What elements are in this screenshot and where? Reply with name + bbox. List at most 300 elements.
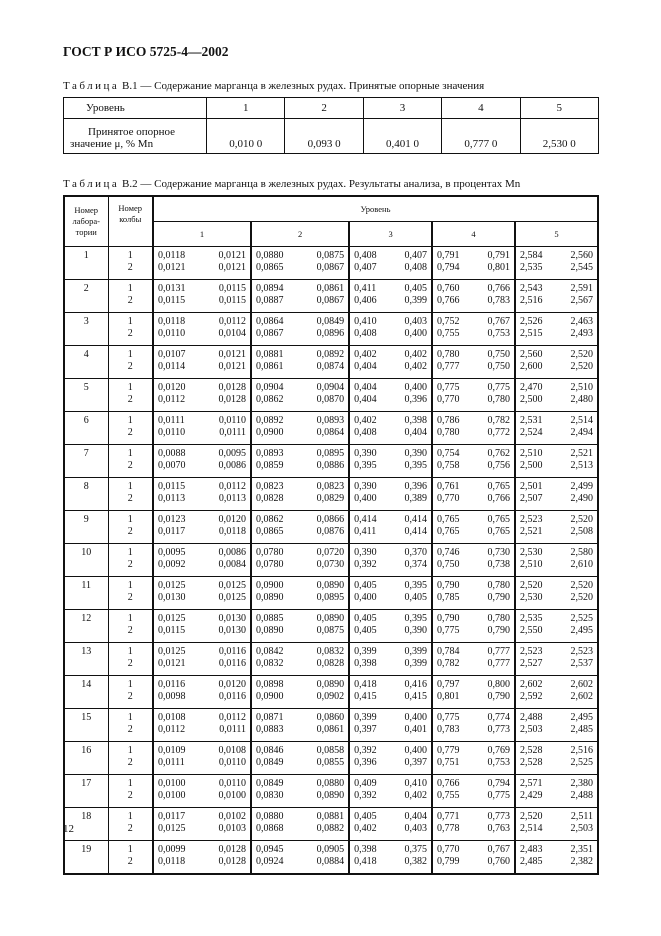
result-value: 2,490 [570, 492, 593, 504]
result-value: 2,470 [520, 382, 543, 393]
result-pair [350, 427, 431, 439]
result-pair [350, 382, 431, 394]
result-pair [252, 316, 348, 328]
result-value: 0,411 [354, 283, 377, 294]
result-value: 0,404 [404, 426, 428, 438]
lab-row [64, 445, 598, 478]
result-pair [154, 778, 250, 790]
analysis-results-table [63, 195, 599, 875]
result-pair [433, 712, 514, 724]
flask-numbers [108, 346, 153, 379]
result-value: 0,769 [487, 745, 510, 756]
level-3-cell [349, 610, 432, 643]
result-pair [154, 460, 250, 472]
result-value: 0,0832 [316, 646, 345, 657]
result-pair [516, 724, 597, 736]
result-pair [252, 658, 348, 670]
result-value: 0,0100 [218, 789, 247, 801]
result-pair [252, 382, 348, 394]
result-value: 0,0125 [218, 591, 247, 603]
result-value: 0,399 [354, 712, 377, 723]
level-2-cell [251, 511, 349, 544]
result-pair [516, 679, 597, 691]
result-pair [252, 724, 348, 736]
result-value: 2,488 [520, 712, 543, 723]
level-1-cell [153, 313, 251, 346]
result-value: 2,535 [520, 261, 543, 273]
result-pair [252, 283, 348, 295]
level-1-cell [153, 412, 251, 445]
flask-number: 1 [127, 448, 133, 459]
result-value: 0,783 [487, 294, 510, 306]
result-value: 0,765 [487, 514, 510, 525]
result-value: 0,375 [404, 844, 428, 855]
result-pair [433, 514, 514, 526]
result-value: 0,399 [404, 294, 428, 306]
result-pair [516, 790, 597, 802]
result-value: 2,494 [570, 426, 593, 438]
result-pair [154, 646, 250, 658]
result-value: 0,0893 [316, 415, 345, 426]
result-value: 0,0130 [218, 613, 247, 624]
result-value: 0,0881 [256, 349, 284, 360]
result-value: 0,410 [354, 316, 377, 327]
result-value: 0,0887 [256, 294, 284, 306]
result-value: 0,0130 [158, 591, 186, 603]
result-value: 0,0112 [158, 723, 186, 735]
result-pair [433, 526, 514, 538]
level-1-cell [153, 610, 251, 643]
result-value: 0,755 [437, 789, 460, 801]
result-value: 0,0876 [316, 525, 345, 537]
level-3-cell [349, 577, 432, 610]
flask-number: 2 [127, 591, 133, 603]
result-pair [433, 580, 514, 592]
result-value: 0,777 [487, 646, 510, 657]
flask-numbers [108, 808, 153, 841]
result-value: 0,786 [437, 415, 460, 426]
result-pair [433, 613, 514, 625]
level-3-cell [349, 247, 432, 280]
result-value: 0,770 [437, 393, 460, 405]
result-pair [516, 646, 597, 658]
result-value: 0,773 [487, 811, 510, 822]
lab-row [64, 709, 598, 742]
result-value: 0,799 [437, 855, 460, 867]
result-pair [516, 559, 597, 571]
lab-number: 1 [64, 247, 108, 280]
result-value: 0,0118 [218, 525, 247, 537]
level-header: Уровень [153, 196, 598, 222]
level-1-cell [153, 478, 251, 511]
flask-number: 2 [127, 690, 133, 702]
level-1-cell [153, 643, 251, 676]
result-value: 2,510 [520, 448, 543, 459]
result-value: 0,0116 [218, 690, 247, 702]
result-value: 0,405 [354, 811, 377, 822]
result-value: 2,493 [570, 327, 593, 339]
level-3-cell [349, 346, 432, 379]
result-value: 0,765 [437, 514, 460, 525]
result-pair [252, 778, 348, 790]
result-value: 0,0107 [158, 349, 186, 360]
level-2-cell [251, 247, 349, 280]
result-pair [433, 460, 514, 472]
result-value: 0,765 [437, 525, 460, 537]
lab-row [64, 577, 598, 610]
result-pair [433, 283, 514, 295]
result-pair [154, 361, 250, 373]
result-value: 0,754 [437, 448, 460, 459]
result-value: 0,0829 [316, 492, 345, 504]
flask-numbers [108, 313, 153, 346]
result-value: 2,527 [520, 657, 543, 669]
result-pair [350, 481, 431, 493]
result-pair [252, 493, 348, 505]
result-value: 0,0121 [218, 250, 247, 261]
result-pair [433, 757, 514, 769]
result-pair [350, 316, 431, 328]
result-value: 0,771 [437, 811, 460, 822]
result-value: 0,418 [354, 855, 377, 867]
result-pair [252, 481, 348, 493]
result-value: 0,0902 [316, 690, 345, 702]
table1-value: 2,530 0 [520, 119, 598, 154]
result-value: 0,0086 [218, 547, 247, 558]
result-value: 0,0130 [218, 624, 247, 636]
result-value: 0,0871 [256, 712, 284, 723]
result-value: 2,521 [570, 448, 593, 459]
result-value: 0,402 [354, 822, 377, 834]
result-value: 0,0109 [158, 745, 186, 756]
result-value: 0,0849 [316, 316, 345, 327]
result-value: 2,571 [520, 778, 543, 789]
level-4-cell [432, 544, 515, 577]
flask-number: 1 [127, 712, 133, 723]
level-4-cell [432, 346, 515, 379]
result-value: 0,0861 [316, 723, 345, 735]
table1-level-label: Уровень [64, 98, 207, 119]
result-value: 0,399 [404, 646, 428, 657]
result-pair [350, 691, 431, 703]
result-value: 0,407 [404, 250, 428, 261]
result-pair [154, 316, 250, 328]
lab-number: 18 [64, 808, 108, 841]
result-pair [350, 745, 431, 757]
result-pair [350, 679, 431, 691]
result-pair [154, 745, 250, 757]
result-value: 0,0099 [158, 844, 186, 855]
result-value: 0,0904 [316, 382, 345, 393]
result-pair [154, 493, 250, 505]
result-value: 0,0100 [158, 789, 186, 801]
result-value: 2,520 [570, 580, 593, 591]
lab-row [64, 544, 598, 577]
result-value: 2,503 [570, 822, 593, 834]
result-value: 0,790 [487, 624, 510, 636]
result-pair [516, 844, 597, 856]
lab-row [64, 511, 598, 544]
result-pair [516, 283, 597, 295]
result-value: 0,0112 [218, 316, 247, 327]
flask-number: 1 [127, 811, 133, 822]
result-value: 0,0113 [218, 492, 247, 504]
level-1-cell [153, 544, 251, 577]
level-3-cell [349, 544, 432, 577]
result-pair [350, 580, 431, 592]
level-4-cell [432, 841, 515, 875]
level-3-cell [349, 511, 432, 544]
level-1-header: 1 [153, 222, 251, 247]
result-pair [252, 547, 348, 559]
result-pair [433, 778, 514, 790]
result-value: 2,523 [520, 514, 543, 525]
result-value: 0,778 [437, 822, 460, 834]
result-pair [433, 382, 514, 394]
result-pair [154, 580, 250, 592]
level-4-cell [432, 577, 515, 610]
reference-values-table [63, 97, 599, 154]
level-1-cell [153, 709, 251, 742]
lab-row [64, 313, 598, 346]
result-pair [350, 757, 431, 769]
flask-number: 2 [127, 261, 133, 273]
lab-number: 4 [64, 346, 108, 379]
result-pair [252, 559, 348, 571]
result-pair [433, 811, 514, 823]
result-value: 2,525 [570, 613, 593, 624]
result-pair [154, 613, 250, 625]
lab-row [64, 379, 598, 412]
result-value: 2,520 [570, 591, 593, 603]
result-value: 2,526 [520, 316, 543, 327]
result-value: 2,523 [520, 646, 543, 657]
result-value: 0,0885 [256, 613, 284, 624]
result-value: 0,0849 [256, 756, 284, 768]
result-value: 0,0720 [316, 547, 345, 558]
flask-numbers [108, 610, 153, 643]
level-5-cell [515, 742, 598, 775]
result-value: 0,0118 [158, 316, 186, 327]
level-4-cell [432, 511, 515, 544]
level-1-cell [153, 379, 251, 412]
result-value: 0,397 [354, 723, 377, 735]
table1-value-row [64, 119, 599, 154]
result-value: 0,370 [404, 547, 428, 558]
level-1-cell [153, 742, 251, 775]
result-pair [154, 679, 250, 691]
result-pair [433, 559, 514, 571]
lab-number: 14 [64, 676, 108, 709]
level-5-cell [515, 775, 598, 808]
result-pair [433, 427, 514, 439]
result-pair [433, 349, 514, 361]
result-value: 0,0858 [316, 745, 345, 756]
result-value: 2,501 [520, 481, 543, 492]
result-value: 0,0116 [218, 646, 247, 657]
result-value: 0,390 [404, 624, 428, 636]
result-value: 0,0864 [256, 316, 284, 327]
level-2-cell [251, 412, 349, 445]
result-value: 2,380 [570, 778, 593, 789]
result-value: 0,0104 [218, 327, 247, 339]
result-value: 0,746 [437, 547, 460, 558]
result-value: 0,0095 [218, 448, 247, 459]
result-pair [252, 679, 348, 691]
result-pair [252, 295, 348, 307]
result-value: 0,405 [404, 591, 428, 603]
result-value: 0,0780 [256, 558, 284, 570]
result-value: 0,0102 [218, 811, 247, 822]
result-value: 0,783 [437, 723, 460, 735]
table1-level: 5 [520, 98, 598, 119]
result-value: 0,0832 [256, 657, 284, 669]
result-value: 0,0883 [256, 723, 284, 735]
result-pair [154, 790, 250, 802]
lab-row [64, 478, 598, 511]
result-value: 0,0864 [316, 426, 345, 438]
result-value: 0,0112 [218, 712, 247, 723]
result-pair [433, 625, 514, 637]
result-value: 0,758 [437, 459, 460, 471]
result-value: 2,530 [520, 591, 543, 603]
result-value: 0,0868 [256, 822, 284, 834]
result-value: 2,560 [520, 349, 543, 360]
result-value: 0,0890 [256, 624, 284, 636]
level-3-cell [349, 445, 432, 478]
result-value: 0,408 [354, 426, 377, 438]
table2-caption-prefix: Таблица [63, 178, 120, 190]
level-5-cell [515, 841, 598, 875]
result-value: 2,499 [570, 481, 593, 492]
result-value: 0,389 [404, 492, 428, 504]
result-value: 2,592 [520, 690, 543, 702]
level-1-cell [153, 346, 251, 379]
level-2-cell [251, 841, 349, 875]
level-1-cell [153, 445, 251, 478]
result-value: 0,750 [487, 349, 510, 360]
result-pair [350, 250, 431, 262]
result-pair [350, 658, 431, 670]
result-value: 0,770 [437, 492, 460, 504]
level-4-cell [432, 643, 515, 676]
level-4-cell [432, 775, 515, 808]
result-value: 2,511 [570, 811, 593, 822]
result-pair [154, 757, 250, 769]
result-pair [516, 262, 597, 274]
result-value: 0,784 [437, 646, 460, 657]
result-value: 0,767 [487, 316, 510, 327]
level-3-cell [349, 313, 432, 346]
result-pair [252, 415, 348, 427]
result-value: 0,0730 [316, 558, 345, 570]
lab-row [64, 247, 598, 280]
result-value: 0,0108 [158, 712, 186, 723]
result-value: 0,760 [437, 283, 460, 294]
value-label-line1: Принятое опорное [88, 126, 175, 138]
level-1-cell [153, 577, 251, 610]
result-value: 0,392 [354, 789, 377, 801]
level-5-cell [515, 412, 598, 445]
result-value: 0,0890 [256, 591, 284, 603]
result-pair [433, 316, 514, 328]
level-5-cell [515, 643, 598, 676]
result-pair [516, 481, 597, 493]
result-value: 2,550 [520, 624, 543, 636]
table1-value: 0,777 0 [442, 119, 520, 154]
result-pair [252, 712, 348, 724]
result-value: 2,524 [520, 426, 543, 438]
result-pair [516, 613, 597, 625]
result-value: 2,510 [520, 558, 543, 570]
result-pair [350, 724, 431, 736]
result-value: 0,382 [404, 855, 428, 867]
result-value: 0,396 [354, 756, 377, 768]
result-pair [433, 592, 514, 604]
result-pair [516, 592, 597, 604]
result-value: 0,0865 [256, 261, 284, 273]
flask-number: 2 [127, 855, 133, 867]
result-value: 2,545 [570, 261, 593, 273]
result-pair [433, 481, 514, 493]
result-value: 0,0125 [158, 822, 186, 834]
result-pair [350, 778, 431, 790]
result-value: 0,0849 [256, 778, 284, 789]
result-pair [350, 559, 431, 571]
result-value: 2,516 [570, 745, 593, 756]
result-value: 0,775 [437, 382, 460, 393]
result-value: 0,0115 [158, 481, 186, 492]
level-4-cell [432, 478, 515, 511]
result-value: 2,520 [570, 349, 593, 360]
table1-value: 0,093 0 [285, 119, 363, 154]
result-value: 0,392 [354, 745, 377, 756]
result-value: 0,801 [437, 690, 460, 702]
result-value: 0,399 [354, 646, 377, 657]
level-4-cell [432, 709, 515, 742]
lab-number: 11 [64, 577, 108, 610]
result-pair [252, 844, 348, 856]
level-5-cell [515, 511, 598, 544]
result-value: 0,0110 [218, 778, 247, 789]
result-value: 0,395 [404, 459, 428, 471]
result-value: 0,0110 [218, 756, 247, 768]
result-value: 0,0890 [316, 789, 345, 801]
result-value: 0,0098 [158, 690, 186, 702]
flask-numbers [108, 577, 153, 610]
level-5-cell [515, 709, 598, 742]
result-value: 0,404 [354, 393, 377, 405]
result-value: 0,390 [354, 547, 377, 558]
result-value: 2,513 [570, 459, 593, 471]
result-value: 0,0121 [158, 261, 186, 273]
flask-number: 1 [127, 316, 133, 327]
flask-numbers [108, 544, 153, 577]
result-value: 0,0116 [158, 679, 186, 690]
result-value: 0,414 [404, 525, 428, 537]
flask-number: 2 [127, 657, 133, 669]
result-pair [252, 757, 348, 769]
result-pair [154, 658, 250, 670]
result-pair [433, 328, 514, 340]
result-value: 0,0875 [316, 250, 345, 261]
result-value: 2,602 [570, 690, 593, 702]
result-pair [154, 592, 250, 604]
result-value: 0,414 [404, 514, 428, 525]
level-4-cell [432, 808, 515, 841]
result-pair [516, 514, 597, 526]
result-pair [154, 295, 250, 307]
